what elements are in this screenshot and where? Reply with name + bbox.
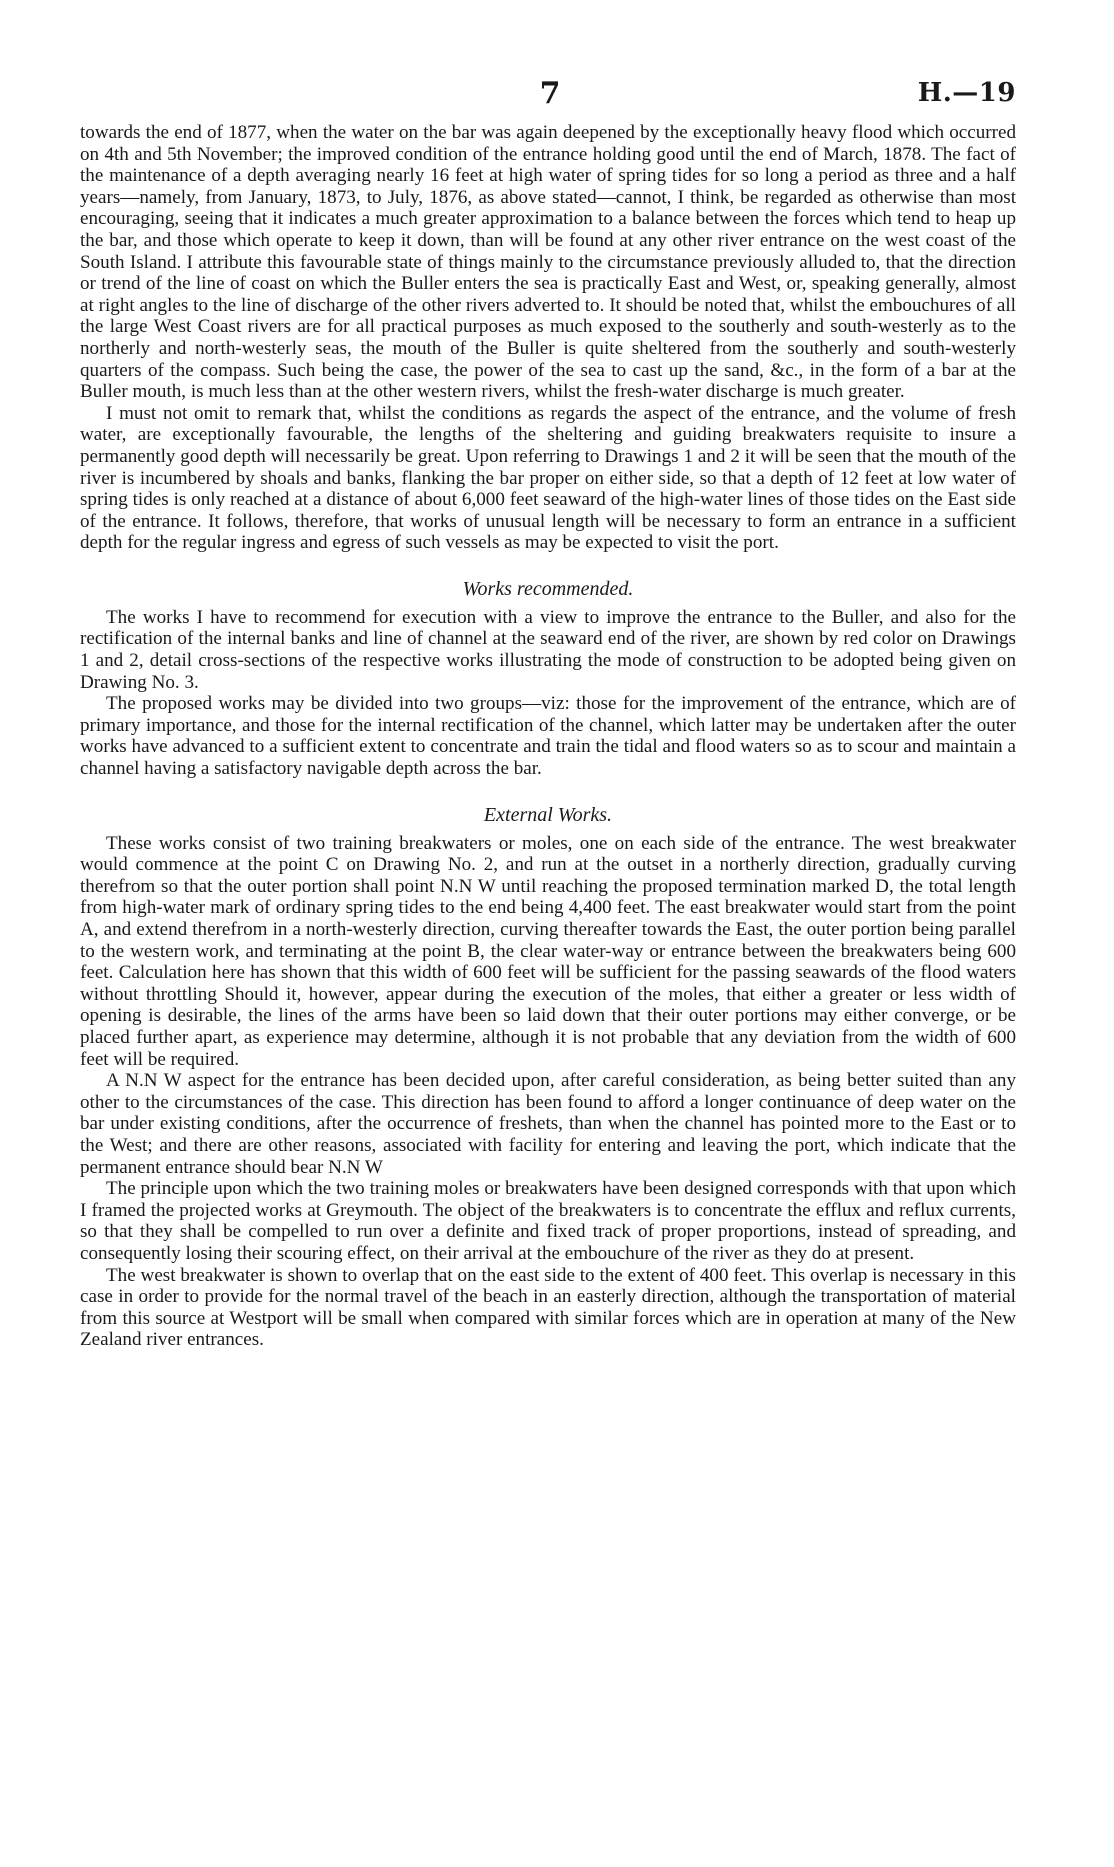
paragraph: A N.N W aspect for the entrance has been decided upon, after careful consideration, as being better suited than any other to the circumstances of the case. This direction has been found to afford a longer continuance of deep water on the bar under existing conditions, after the occurrence of freshets, than when the channel has pointed more to the East or to the West; and there are other reasons, associated with facility for entering and leaving the port, which indicate that the permanent entrance should bear N.N W — [80, 1070, 1016, 1178]
document-reference: H.—19 — [917, 78, 1016, 108]
section-heading: External Works. — [483, 803, 613, 826]
paragraph: The west breakwater is shown to overlap that on the east side to the extent of 400 feet. This overlap is necessary in this case in order to provide for the normal travel of the beach in an easterly direction, although the transportation of material from this source at Westport will be small when compared with similar forces which are in operation at many of the New Zealand river entrances. — [80, 1264, 1016, 1351]
paragraph: These works consist of two training breakwaters or moles, one on each side of the entrance. The west breakwater would commence at the point C on Drawing No. 2, and run at the outset in a northerly direction, gradually curving therefrom so that the outer portion shall point N.N W until reaching the proposed termination marked D, the total length from high-water mark of ordinary spring tides to the end being 4,400 feet. The east breakwater would start from the point A, and extend therefrom in a north-westerly direction, curving thereafter towards the East, the outer portion being parallel to the western work, and terminating at the point B, the clear water-way or entrance between the breakwaters being 600 feet. Calculation here has shown that this width of 600 feet will be sufficient for the passing seawards of the flood waters without throttling Should it, however, appear during the execution of the moles, that either a greater or less width of opening is desirable, the lines of the arms have been so laid down that their outer portions may either converge, or be placed further apart, as experience may determine, although it is not probable that any deviation from the width of 600 feet will be required. — [80, 832, 1016, 1070]
page-number: 7 — [539, 76, 561, 111]
paragraph: The works I have to recommend for execution with a view to improve the entrance to the Buller, and also for the rectification of the internal banks and line of channel at the seaward end of the river, are shown by red color on Drawings 1 and 2, detail cross-sections of the respective works illustrating the mode of construction to be adopted being given on Drawing No. 3. — [80, 606, 1016, 693]
section-heading: Works recommended. — [462, 577, 634, 600]
document-body — [80, 122, 1016, 1351]
paragraph: I must not omit to remark that, whilst the conditions as regards the aspect of the entrance, and the volume of fresh water, are exceptionally favourable, the lengths of the sheltering and guiding breakwaters requisite to insure a permanently good depth will necessarily be great. Upon referring to Drawings 1 and 2 it will be seen that the mouth of the river is incumbered by shoals and banks, flanking the bar proper on either side, so that a depth of 12 feet at low water of spring tides is only reached at a distance of about 6,000 feet seaward of the high-water lines of those tides on the East side of the entrance. It follows, therefore, that works of unusual length will be necessary to form an entrance in a sufficient depth for the regular ingress and egress of such vessels as may be expected to visit the port. — [80, 402, 1016, 554]
paragraph: The proposed works may be divided into two groups—viz: those for the improvement of the entrance, which are of primary importance, and those for the internal rectification of the channel, which latter may be undertaken after the outer works have advanced to a sufficient extent to concentrate and train the tidal and flood waters so as to scour and maintain a channel having a satisfactory navigable depth across the bar. — [80, 693, 1016, 780]
paragraph: The principle upon which the two training moles or breakwaters have been designed corresponds with that upon which I framed the projected works at Greymouth. The object of the breakwaters is to concentrate the efflux and reflux currents, so that they shall be compelled to run over a definite and fixed track of proper proportions, instead of spreading, and consequently losing their scouring effect, on their arrival at the embouchure of the river as they do at present. — [80, 1178, 1016, 1264]
paragraph: towards the end of 1877, when the water on the bar was again deepened by the exceptionally heavy flood which occurred on 4th and 5th November; the improved condition of the entrance holding good until the end of March, 1878. The fact of the maintenance of a depth averaging nearly 16 feet at high water of spring tides for so long a period as three and a half years—namely, from January, 1873, to July, 1876, as above stated—cannot, I think, be regarded as otherwise than most encouraging, seeing that it indicates a much greater approximation to a balance between the forces which tend to heap up the bar, and those which operate to keep it down, than will be found at any other river entrance on the west coast of the South Island. I attribute this favourable state of things mainly to the circumstance previously alluded to, that the direction or trend of the line of coast on which the Buller enters the sea is practically East and West, or, speaking generally, almost at right angles to the line of discharge of the other rivers adverted to. It should be noted that, whilst the embouchures of all the large West Coast rivers are for all practical purposes as much exposed to the southerly and south-westerly as to the northerly and north-westerly seas, the mouth of the Buller is quite sheltered from the southerly and south-westerly quarters of the compass. Such being the case, the power of the sea to cast up the sand, &c., in the form of a bar at the Buller mouth, is much less than at the other western rivers, whilst the fresh-water discharge is much greater. — [80, 122, 1016, 403]
